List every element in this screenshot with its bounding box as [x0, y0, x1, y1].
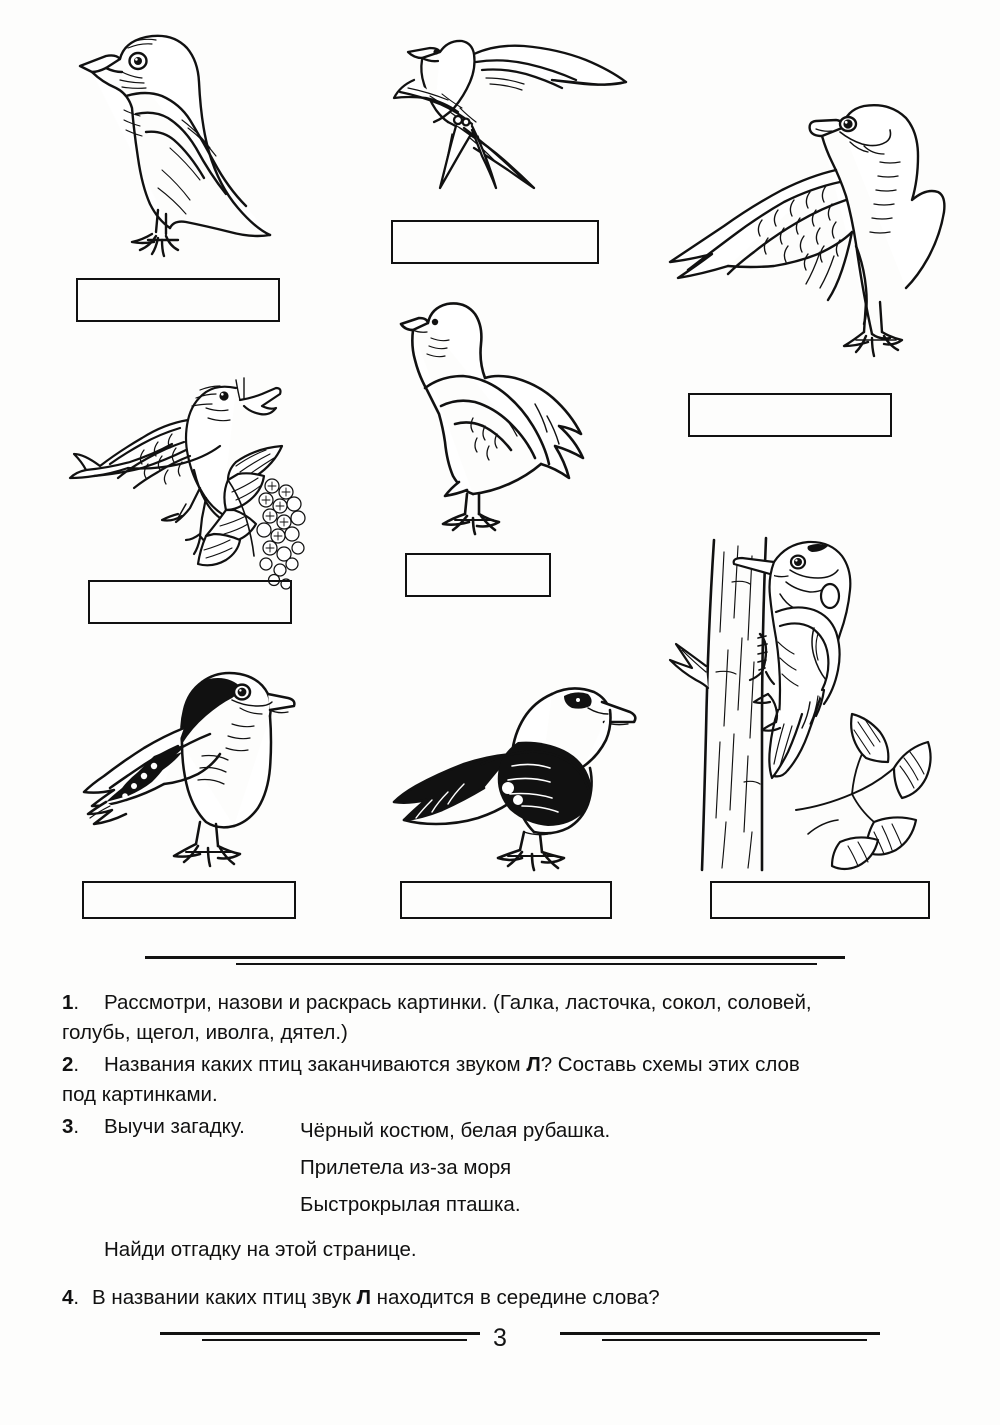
riddle-block	[104, 1112, 952, 1223]
woodpecker-bird-icon	[662, 522, 958, 872]
nightingale-bird-icon	[60, 358, 348, 606]
task-2-text-part-1: Названия каких птиц заканчиваются звуком	[104, 1053, 527, 1076]
page-number: 3	[493, 1324, 507, 1352]
task-4-text-part-2: находится в середине слова?	[370, 1286, 660, 1309]
task-1-line-2: голубь, щегол, иволга, дятел.)	[62, 1021, 348, 1044]
task-4-text-part-1: В названии каких птиц звук	[92, 1286, 357, 1309]
divider-line-bottom	[236, 963, 817, 965]
oriole-bird-icon	[392, 682, 650, 872]
dove-bird-icon	[385, 292, 630, 540]
answer-box-swallow[interactable]	[391, 220, 599, 264]
answer-box-oriole[interactable]	[400, 881, 612, 919]
jackdaw-bird-icon	[62, 28, 322, 268]
task-1	[62, 988, 952, 1048]
task-4	[62, 1283, 952, 1313]
task-4-sound-letter: Л	[356, 1286, 371, 1309]
footer-rule-right-top	[560, 1332, 880, 1335]
divider-line-top	[145, 956, 845, 959]
footer-rule-right	[560, 1332, 880, 1344]
goldfinch-bird-icon	[82, 668, 348, 880]
answer-box-goldfinch[interactable]	[82, 881, 296, 919]
task-4-number: 4.	[62, 1286, 80, 1309]
task-3-lead: Выучи загадку.	[104, 1115, 245, 1138]
task-2-number: 2.	[62, 1053, 80, 1076]
answer-box-dove[interactable]	[405, 553, 551, 597]
riddle-line-3: Быстрокрылая пташка.	[300, 1193, 521, 1216]
task-2	[62, 1050, 952, 1110]
riddle-text	[300, 1112, 952, 1223]
riddle-line-1: Чёрный костюм, белая рубашка.	[300, 1119, 611, 1142]
task-2-line-1	[104, 1050, 952, 1080]
page-footer	[0, 1318, 1000, 1378]
task-2-text-part-2: ? Составь схемы этих слов	[540, 1053, 800, 1076]
task-2-sound-letter: Л	[526, 1053, 541, 1076]
task-3	[62, 1112, 952, 1223]
answer-box-nightingale[interactable]	[88, 580, 292, 624]
task-2-line-2: под картинками.	[62, 1083, 218, 1106]
task-3-find-answer: Найди отгадку на этой странице.	[104, 1238, 417, 1261]
swallow-bird-icon	[386, 30, 636, 210]
answer-box-falcon[interactable]	[688, 393, 892, 437]
answer-box-woodpecker[interactable]	[710, 881, 930, 919]
tasks-list	[62, 988, 952, 1315]
falcon-bird-icon	[650, 96, 968, 376]
task-4-line-1	[92, 1283, 952, 1313]
task-1-line-1: Рассмотри, назови и раскрась картинки. (Галка, ласточка, сокол, соловей,	[104, 991, 812, 1014]
task-1-number: 1.	[62, 991, 80, 1014]
task-3-number: 3.	[62, 1115, 80, 1138]
answer-box-jackdaw[interactable]	[76, 278, 280, 322]
riddle-line-2: Прилетела из-за моря	[300, 1156, 512, 1179]
footer-rule-right-bottom	[602, 1339, 868, 1341]
section-divider	[145, 956, 845, 968]
